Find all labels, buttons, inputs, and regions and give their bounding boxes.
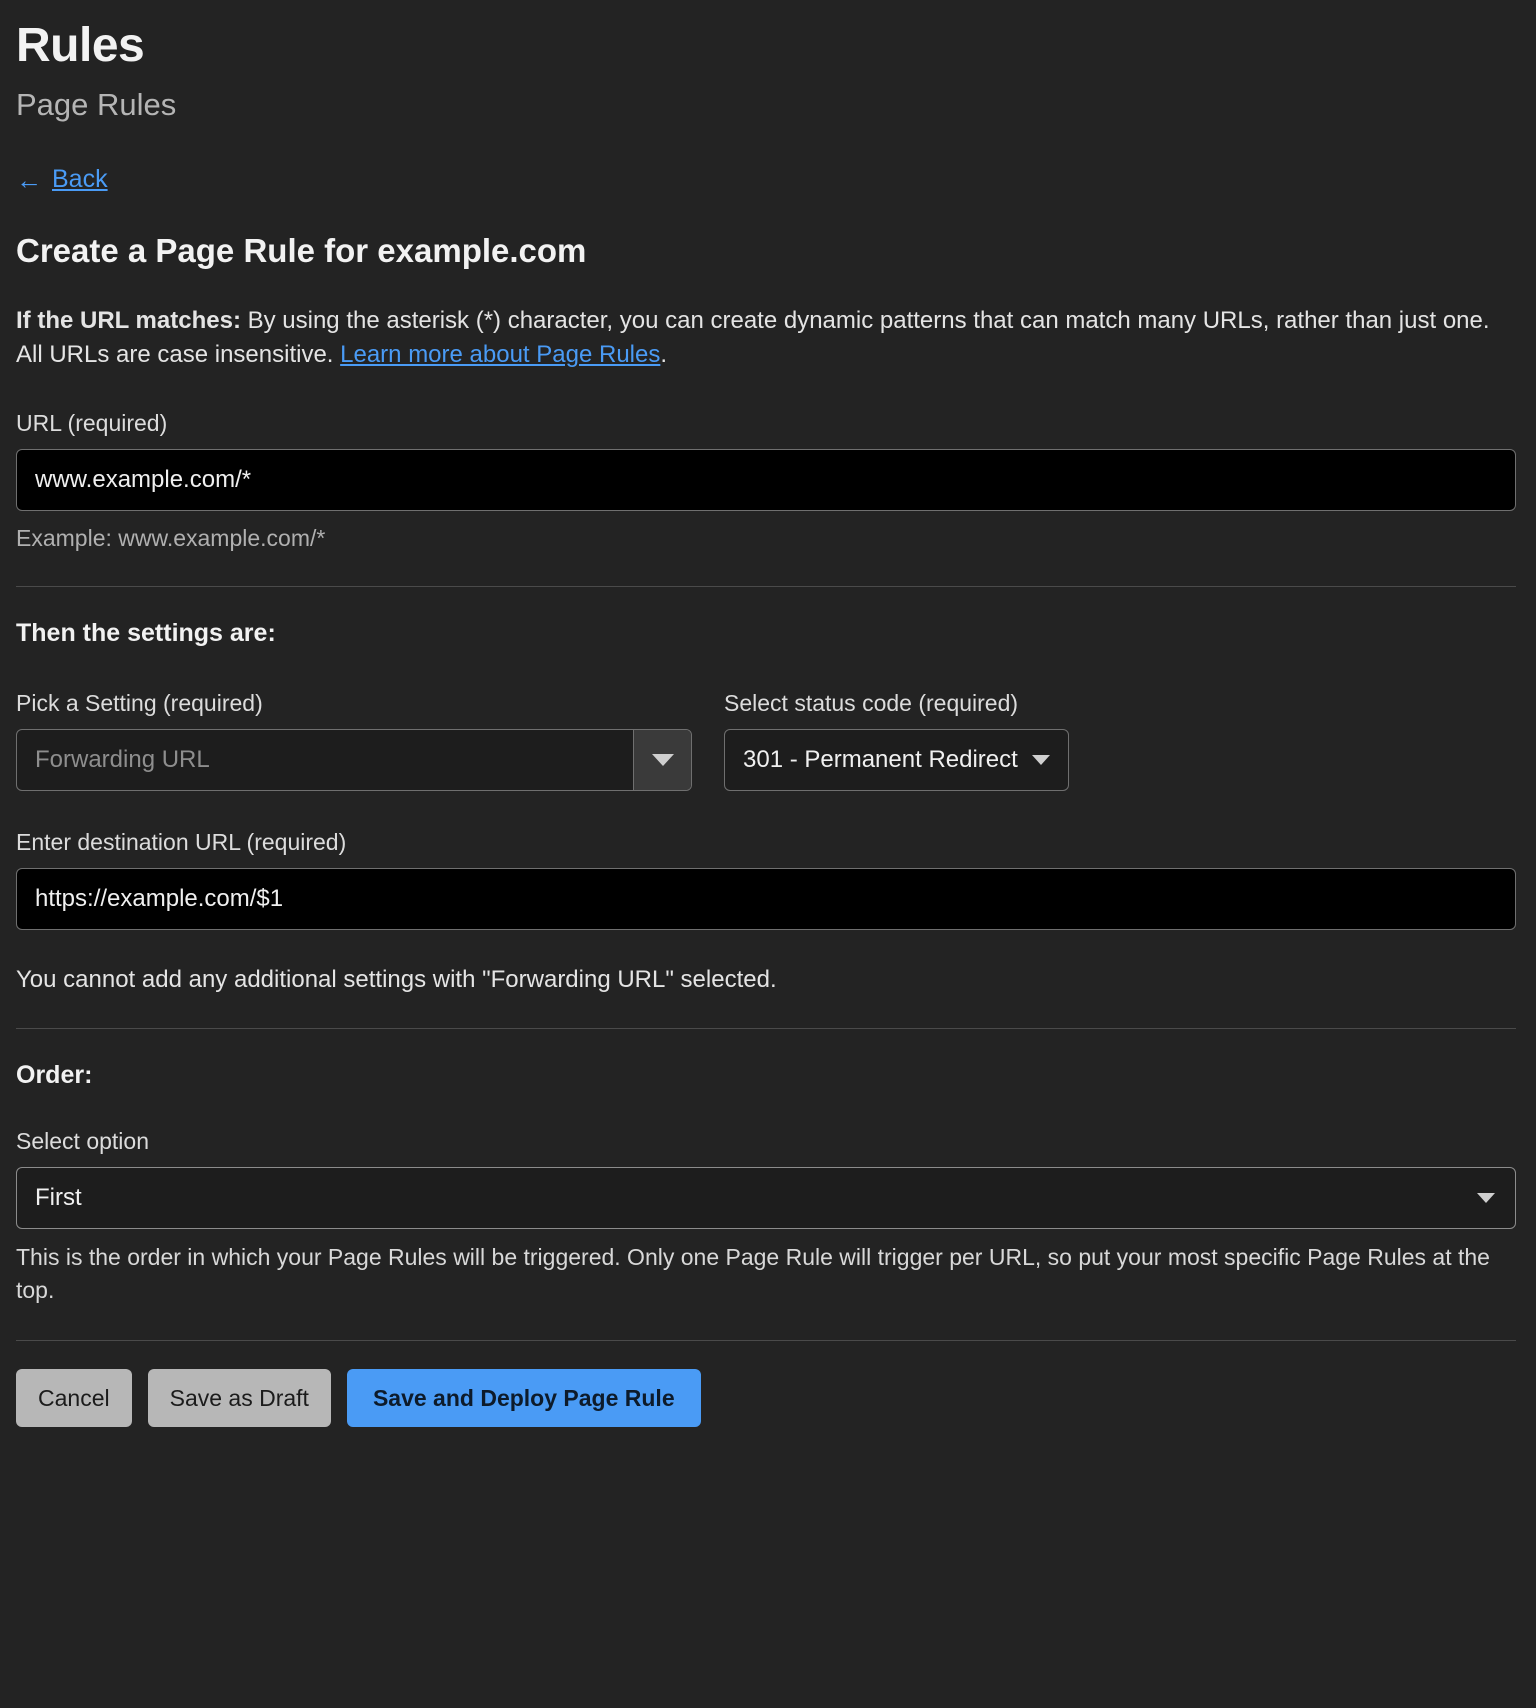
settings-heading: Then the settings are:: [16, 619, 276, 648]
back-link[interactable]: Back: [52, 165, 108, 193]
cancel-button[interactable]: Cancel: [16, 1369, 132, 1427]
intro-body-text: By using the asterisk (*) character, you can create dynamic patterns that can match many URLs, rather than just one. All URLs are case insensitive.: [16, 307, 1490, 369]
action-buttons: [16, 1369, 1516, 1467]
chevron-down-icon: [1477, 1193, 1495, 1203]
save-draft-button[interactable]: Save as Draft: [148, 1369, 331, 1427]
settings-row: [16, 652, 1516, 791]
chevron-down-icon[interactable]: [633, 730, 691, 790]
url-field-hint: Example: www.example.com/*: [16, 525, 326, 552]
status-code-select[interactable]: [724, 729, 1069, 791]
status-code-group: [724, 652, 1084, 791]
status-code-label: Select status code (required): [724, 690, 1019, 717]
save-deploy-button[interactable]: Save and Deploy Page Rule: [347, 1369, 701, 1427]
back-nav[interactable]: [16, 165, 1516, 194]
pick-setting-label: Pick a Setting (required): [16, 690, 263, 717]
learn-more-link[interactable]: Learn more about Page Rules: [340, 341, 661, 369]
status-code-value: 301 - Permanent Redirect: [743, 746, 1018, 774]
intro-bold-label: If the URL matches:: [16, 307, 241, 334]
url-input[interactable]: [16, 449, 1516, 511]
divider-settings: [16, 586, 1516, 587]
order-select-label: Select option: [16, 1128, 149, 1155]
intro-period: .: [660, 341, 668, 369]
pick-setting-value: Forwarding URL: [35, 746, 210, 774]
form-heading: Create a Page Rule for example.com: [16, 232, 587, 269]
caret-shape: [652, 754, 674, 766]
divider-actions: [16, 1340, 1516, 1341]
page-title: Rules: [16, 19, 145, 72]
chevron-down-icon: [1032, 755, 1050, 765]
order-heading: Order:: [16, 1061, 93, 1090]
pick-setting-group: [16, 652, 692, 791]
destination-url-input[interactable]: [16, 868, 1516, 930]
destination-url-label: Enter destination URL (required): [16, 829, 347, 856]
order-help-text: This is the order in which your Page Rules will be triggered. Only one Page Rule will trigger per URL, so put your most specific Page Rules at the top.: [16, 1244, 1490, 1303]
url-match-description: [16, 304, 1506, 372]
pick-setting-select[interactable]: [16, 729, 692, 791]
forwarding-url-note: You cannot add any additional settings with "Forwarding URL" selected.: [16, 966, 777, 994]
order-select-value: First: [35, 1184, 82, 1212]
divider-order: [16, 1028, 1516, 1029]
url-field-label: URL (required): [16, 410, 168, 437]
order-select[interactable]: [16, 1167, 1516, 1229]
page-rules-form-page: [16, 0, 1516, 1467]
arrow-left-icon: ←: [16, 164, 42, 195]
page-subtitle: Page Rules: [16, 87, 177, 122]
